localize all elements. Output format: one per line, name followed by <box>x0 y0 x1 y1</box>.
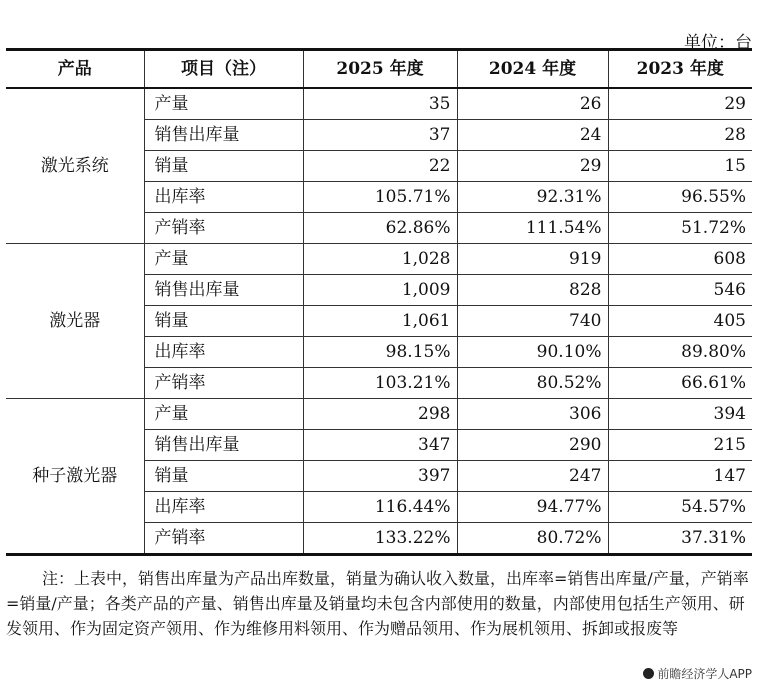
item-cell: 销量 <box>144 151 303 182</box>
value-2025-cell: 103.21% <box>303 368 457 399</box>
item-cell: 产销率 <box>144 523 303 555</box>
value-2024-cell: 92.31% <box>457 182 608 213</box>
value-2025-cell: 35 <box>303 88 457 120</box>
value-2024-cell: 24 <box>457 120 608 151</box>
value-2023-cell: 215 <box>608 430 752 461</box>
value-2024-cell: 80.52% <box>457 368 608 399</box>
item-cell: 产量 <box>144 88 303 120</box>
value-2024-cell: 94.77% <box>457 492 608 523</box>
product-name-cell: 激光器 <box>6 244 144 399</box>
item-cell: 产销率 <box>144 213 303 244</box>
value-2025-cell: 1,061 <box>303 306 457 337</box>
value-2024-cell: 919 <box>457 244 608 275</box>
item-cell: 销售出库量 <box>144 430 303 461</box>
value-2025-cell: 347 <box>303 430 457 461</box>
table-note: 注：上表中，销售出库量为产品出库数量，销量为确认收入数量，出库率=销售出库量/产量，产销率=销量/产量；各类产品的产量、销售出库量及销量均未包含内部使用的数量，内部使用包括生产领用、研发领用、作为固定资产领用、作为维修用料领用、作为赠品领用、作为展机领用、拆卸或报废等 <box>6 569 749 638</box>
value-2024-cell: 29 <box>457 151 608 182</box>
footer-text: 前瞻经济学人APP <box>657 667 752 681</box>
value-2023-cell: 394 <box>608 399 752 430</box>
value-2025-cell: 298 <box>303 399 457 430</box>
item-cell: 销售出库量 <box>144 120 303 151</box>
item-cell: 销量 <box>144 306 303 337</box>
value-2023-cell: 54.57% <box>608 492 752 523</box>
value-2024-cell: 290 <box>457 430 608 461</box>
item-cell: 销量 <box>144 461 303 492</box>
table-row <box>6 399 752 430</box>
production-sales-table <box>6 48 752 556</box>
value-2023-cell: 405 <box>608 306 752 337</box>
table-body <box>6 88 752 555</box>
value-2023-cell: 37.31% <box>608 523 752 555</box>
value-2023-cell: 147 <box>608 461 752 492</box>
value-2023-cell: 51.72% <box>608 213 752 244</box>
table-row <box>6 244 752 275</box>
value-2024-cell: 111.54% <box>457 213 608 244</box>
header-2025: 2025 年度 <box>303 50 457 89</box>
value-2024-cell: 26 <box>457 88 608 120</box>
value-2025-cell: 133.22% <box>303 523 457 555</box>
value-2023-cell: 96.55% <box>608 182 752 213</box>
value-2025-cell: 1,009 <box>303 275 457 306</box>
value-2023-cell: 29 <box>608 88 752 120</box>
value-2025-cell: 105.71% <box>303 182 457 213</box>
value-2025-cell: 116.44% <box>303 492 457 523</box>
value-2025-cell: 397 <box>303 461 457 492</box>
product-name-cell: 激光系统 <box>6 88 144 244</box>
value-2023-cell: 89.80% <box>608 337 752 368</box>
table-row <box>6 88 752 120</box>
qianzhan-logo-icon <box>643 668 654 679</box>
item-cell: 出库率 <box>144 182 303 213</box>
footer-source <box>643 665 752 682</box>
header-2023: 2023 年度 <box>608 50 752 89</box>
value-2024-cell: 80.72% <box>457 523 608 555</box>
value-2024-cell: 247 <box>457 461 608 492</box>
item-cell: 销售出库量 <box>144 275 303 306</box>
item-cell: 出库率 <box>144 337 303 368</box>
value-2025-cell: 1,028 <box>303 244 457 275</box>
value-2023-cell: 608 <box>608 244 752 275</box>
product-name-cell: 种子激光器 <box>6 399 144 555</box>
unit-label: 单位：台 <box>684 33 752 53</box>
header-2024: 2024 年度 <box>457 50 608 89</box>
value-2025-cell: 22 <box>303 151 457 182</box>
table-header-row <box>6 50 752 89</box>
value-2024-cell: 828 <box>457 275 608 306</box>
value-2024-cell: 306 <box>457 399 608 430</box>
value-2025-cell: 37 <box>303 120 457 151</box>
value-2025-cell: 98.15% <box>303 337 457 368</box>
value-2023-cell: 15 <box>608 151 752 182</box>
item-cell: 产量 <box>144 244 303 275</box>
value-2023-cell: 28 <box>608 120 752 151</box>
value-2023-cell: 66.61% <box>608 368 752 399</box>
value-2024-cell: 90.10% <box>457 337 608 368</box>
item-cell: 产销率 <box>144 368 303 399</box>
header-item: 项目（注） <box>144 50 303 89</box>
header-product: 产品 <box>6 50 144 89</box>
value-2023-cell: 546 <box>608 275 752 306</box>
value-2024-cell: 740 <box>457 306 608 337</box>
item-cell: 出库率 <box>144 492 303 523</box>
value-2025-cell: 62.86% <box>303 213 457 244</box>
item-cell: 产量 <box>144 399 303 430</box>
